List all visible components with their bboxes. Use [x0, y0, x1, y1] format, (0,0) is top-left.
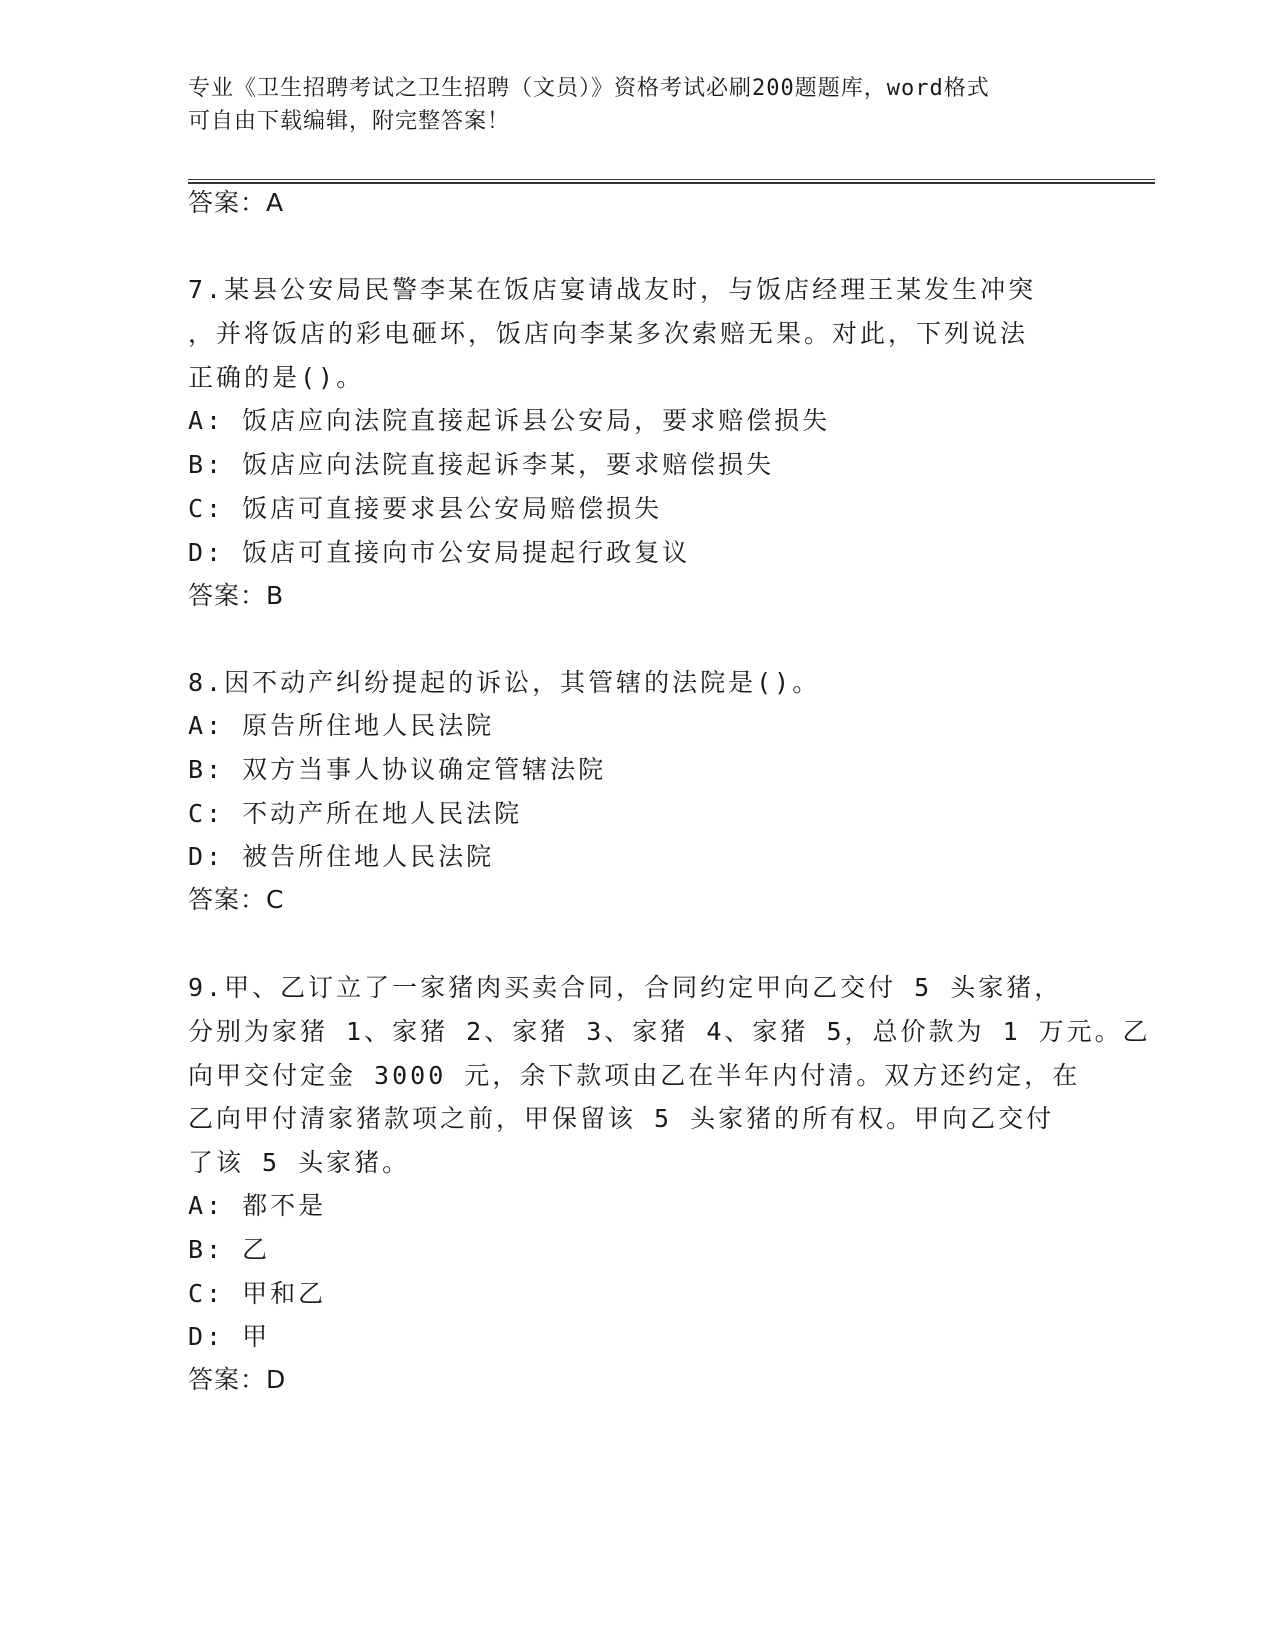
question-7-stem-line-1: 7.某县公安局民警李某在饭店宴请战友时，与饭店经理王某发生冲突 — [188, 275, 1037, 304]
prev-answer: 答案：A — [188, 188, 285, 217]
question-7-option-c: C: 饭店可直接要求县公安局赔偿损失 — [188, 494, 663, 523]
question-9-option-c: C: 甲和乙 — [188, 1279, 327, 1308]
question-8-option-c: C: 不动产所在地人民法院 — [188, 799, 523, 828]
question-9-stem-line-3: 向甲交付定金 3000 元，余下款项由乙在半年内付清。双方还约定，在 — [188, 1061, 1081, 1090]
header-line-1: 专业《卫生招聘考试之卫生招聘（文员）》资格考试必刷200题题库，word格式 — [188, 76, 990, 101]
question-9-answer: 答案：D — [188, 1365, 287, 1394]
question-8-stem-line-1: 8.因不动产纠纷提起的诉讼，其管辖的法院是()。 — [188, 668, 821, 697]
question-9-stem-line-4: 乙向甲付清家猪款项之前，甲保留该 5 头家猪的所有权。甲向乙交付 — [188, 1104, 1055, 1133]
question-9-stem-line-2: 分别为家猪 1、家猪 2、家猪 3、家猪 4、家猪 5，总价款为 1 万元。乙 — [188, 1017, 1151, 1046]
question-8-option-a: A: 原告所住地人民法院 — [188, 711, 495, 740]
question-9-stem-line-1: 9.甲、乙订立了一家猪肉买卖合同，合同约定甲向乙交付 5 头家猪， — [188, 973, 1063, 1002]
question-8-option-b: B: 双方当事人协议确定管辖法院 — [188, 755, 607, 784]
question-8-answer: 答案：C — [188, 885, 285, 914]
question-7-option-b: B: 饭店应向法院直接起诉李某，要求赔偿损失 — [188, 450, 775, 479]
question-7-answer: 答案：B — [188, 581, 285, 610]
question-9-option-b: B: 乙 — [188, 1235, 271, 1264]
header-line-2: 可自由下载编辑，附完整答案！ — [188, 109, 511, 134]
question-7-stem-line-3: 正确的是()。 — [188, 363, 365, 392]
document-header — [188, 72, 1068, 138]
question-9-option-a: A: 都不是 — [188, 1191, 327, 1220]
header-divider-thin — [188, 179, 1155, 180]
question-9-stem-line-5: 了该 5 头家猪。 — [188, 1148, 411, 1177]
question-7-option-d: D: 饭店可直接向市公安局提起行政复议 — [188, 538, 691, 567]
question-8-option-d: D: 被告所住地人民法院 — [188, 842, 495, 871]
question-9-option-d: D: 甲 — [188, 1322, 271, 1351]
question-7-option-a: A: 饭店应向法院直接起诉县公安局，要求赔偿损失 — [188, 406, 831, 435]
header-divider-thick — [188, 182, 1155, 184]
question-7-stem-line-2: ，并将饭店的彩电砸坏，饭店向李某多次索赔无果。对此，下列说法 — [188, 319, 1029, 348]
